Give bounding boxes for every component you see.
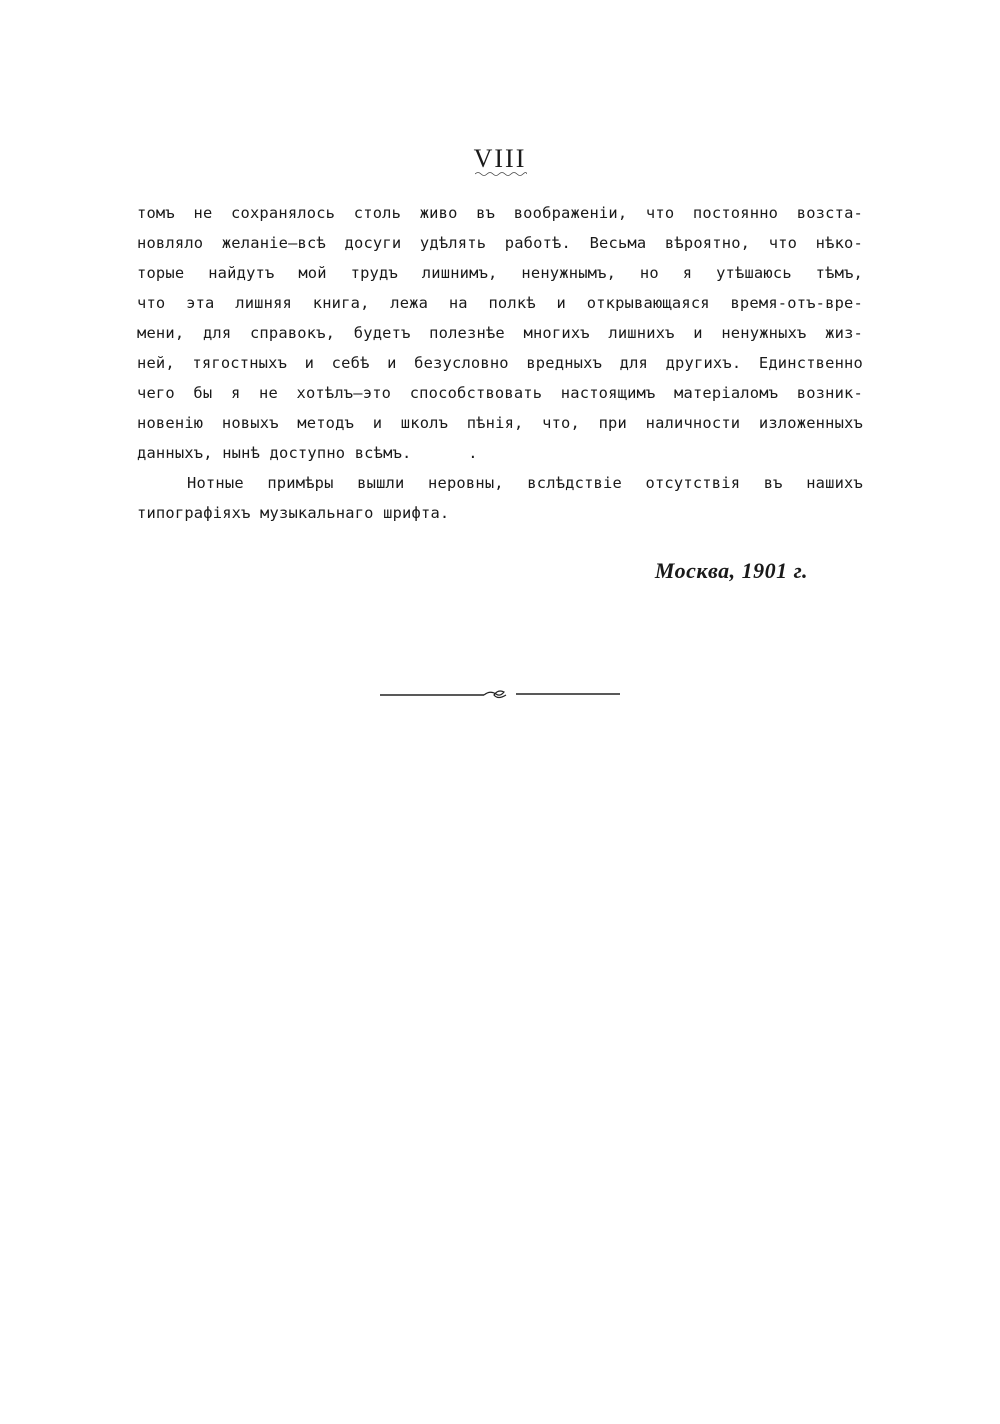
text-line: новляло желаніе—всѣ досуги удѣлять работѣ. Весьма вѣроятно, что нѣко-: [137, 234, 863, 252]
page-number: VIII: [473, 144, 527, 173]
main-text: [137, 198, 863, 528]
text-line: томъ не сохранялось столь живо въ воображеніи, что постоянно возста-: [137, 204, 863, 222]
text-line: ней, тягостныхъ и себѣ и безусловно вредныхъ для другихъ. Единственно: [137, 354, 863, 372]
page-number-underline-ornament: [475, 170, 527, 178]
text-line: что эта лишняя книга, лежа на полкѣ и открывающаяся время-отъ-вре-: [137, 294, 863, 312]
text-line: типографіяхъ музыкальнаго шрифта.: [137, 504, 450, 522]
place-date-signature: Москва, 1901 г.: [654, 558, 808, 583]
text-line: новенію новыхъ методъ и школъ пѣнія, что, при наличности изложенныхъ: [137, 414, 863, 432]
end-divider-ornament: [380, 686, 620, 702]
text-line: чего бы я не хотѣлъ—это способствовать настоящимъ матеріаломъ возник-: [137, 384, 863, 402]
text-line: мени, для справокъ, будетъ полезнѣе многихъ лишнихъ и ненужныхъ жиз-: [137, 324, 863, 342]
text-line: Нотные примѣры вышли неровны, вслѣдствіе отсутствія въ нашихъ: [187, 474, 863, 492]
text-line: данныхъ, нынѣ доступно всѣмъ. .: [137, 444, 478, 462]
text-line: торые найдутъ мой трудъ лишнимъ, ненужнымъ, но я утѣшаюсь тѣмъ,: [137, 264, 863, 282]
